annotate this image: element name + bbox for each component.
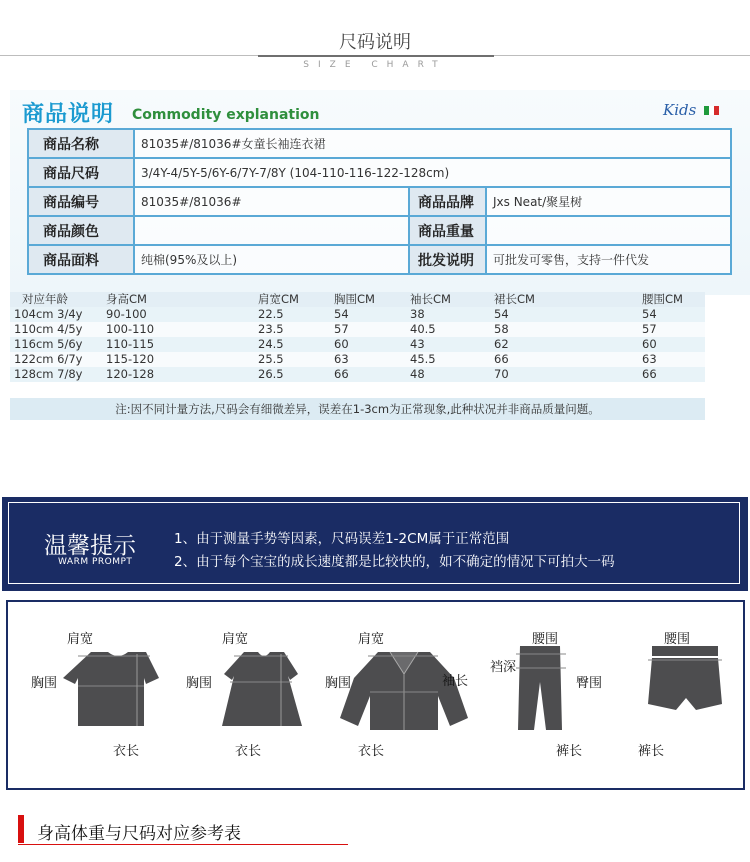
commodity-table: [27, 128, 732, 275]
warm-prompt-line-1: 1、由于测量手势等因素，尺码误差1-2CM属于正常范围: [174, 531, 510, 547]
size-cell: 128cm 7/8y: [10, 367, 102, 382]
pants-hip-label: 臀围: [576, 676, 603, 691]
dress-shoulder-label: 肩宽: [222, 632, 249, 647]
size-row: [10, 337, 705, 352]
size-cell: 116cm 5/6y: [10, 337, 102, 352]
warm-prompt-line-2: 2、由于每个宝宝的成长速度都是比较快的，如不确定的情况下可拍大一码: [174, 554, 615, 570]
size-cell: 66: [633, 367, 705, 382]
pants-length-label: 裤长: [556, 744, 583, 759]
size-cell: 104cm 3/4y: [10, 307, 102, 322]
value-product-size: 3/4Y-4/5Y-5/6Y-6/7Y-7/8Y (104-110-116-122-128cm): [134, 158, 731, 187]
size-cell: 45.5: [403, 352, 481, 367]
size-cell: 100-110: [102, 322, 250, 337]
size-header-cell: 肩宽CM: [250, 292, 328, 307]
dress-length-label: 衣长: [235, 744, 262, 759]
size-cell: 90-100: [102, 307, 250, 322]
size-header-cell: 对应年龄: [10, 292, 102, 307]
size-cell: 58: [481, 322, 633, 337]
tshirt-chest-label: 胸围: [31, 676, 58, 691]
size-header-row: [10, 292, 705, 307]
size-row: [10, 352, 705, 367]
label-fabric: 商品面料: [28, 245, 134, 274]
label-product-size: 商品尺码: [28, 158, 134, 187]
size-header-cell: 裙长CM: [481, 292, 633, 307]
warm-prompt-title: 温馨提示: [44, 533, 136, 559]
size-row: [10, 307, 705, 322]
size-table: [10, 292, 705, 382]
kids-logo: Kids: [663, 101, 697, 119]
tshirt-icon: [63, 652, 159, 726]
size-cell: 70: [481, 367, 633, 382]
size-cell: 60: [328, 337, 403, 352]
jacket-icon: [340, 652, 468, 730]
value-product-code: 81035#/81036#: [134, 187, 409, 216]
value-brand: Jxs Neat/聚星树: [486, 187, 731, 216]
shorts-waist-label: 腰围: [664, 632, 691, 647]
value-wholesale: 可批发可零售，支持一件代发: [486, 245, 731, 274]
size-cell: 43: [403, 337, 481, 352]
size-cell: 63: [328, 352, 403, 367]
page-subtitle: SIZE CHART: [303, 60, 447, 70]
section-heading: 身高体重与尺码对应参考表: [37, 824, 241, 844]
size-header-cell: 胸围CM: [328, 292, 403, 307]
size-header-cell: 腰围CM: [633, 292, 705, 307]
shorts-icon: [648, 646, 722, 710]
dress-icon: [222, 652, 302, 726]
pants-icon: [516, 646, 566, 730]
size-cell: 63: [633, 352, 705, 367]
size-cell: 57: [633, 322, 705, 337]
table-row: [28, 129, 731, 158]
size-header-cell: 身高CM: [102, 292, 250, 307]
warm-prompt-subtitle: WARM PROMPT: [58, 557, 133, 567]
size-cell: 62: [481, 337, 633, 352]
table-row: [28, 245, 731, 274]
value-product-name: 81035#/81036#女童长袖连衣裙: [134, 129, 731, 158]
commodity-heading-cn: 商品说明: [22, 102, 115, 127]
title-underline: [258, 55, 494, 57]
size-row: [10, 367, 705, 382]
size-cell: 122cm 6/7y: [10, 352, 102, 367]
page-title: 尺码说明: [339, 32, 411, 53]
label-product-code: 商品编号: [28, 187, 134, 216]
size-row: [10, 322, 705, 337]
size-cell: 110cm 4/5y: [10, 322, 102, 337]
table-row: [28, 187, 731, 216]
size-cell: 66: [481, 352, 633, 367]
value-weight: [486, 216, 731, 245]
table-row: [28, 158, 731, 187]
table-row: [28, 216, 731, 245]
size-header-cell: 袖长CM: [403, 292, 481, 307]
pants-crotch-label: 裆深: [490, 660, 517, 675]
label-weight: 商品重量: [409, 216, 486, 245]
label-color: 商品颜色: [28, 216, 134, 245]
jacket-shoulder-label: 肩宽: [358, 632, 385, 647]
label-brand: 商品品牌: [409, 187, 486, 216]
jacket-chest-label: 胸围: [325, 676, 352, 691]
jacket-length-label: 衣长: [358, 744, 385, 759]
value-color: [134, 216, 409, 245]
italy-flag-icon: [704, 106, 719, 115]
size-cell: 38: [403, 307, 481, 322]
size-cell: 54: [328, 307, 403, 322]
pants-waist-label: 腰围: [532, 632, 559, 647]
size-cell: 26.5: [250, 367, 328, 382]
size-cell: 40.5: [403, 322, 481, 337]
label-wholesale: 批发说明: [409, 245, 486, 274]
jacket-sleeve-label: 袖长: [442, 674, 469, 689]
size-table-wrap: [10, 292, 705, 382]
size-cell: 54: [633, 307, 705, 322]
tshirt-length-label: 衣长: [113, 744, 140, 759]
size-cell: 22.5: [250, 307, 328, 322]
label-product-name: 商品名称: [28, 129, 134, 158]
dress-chest-label: 胸围: [186, 676, 213, 691]
size-cell: 115-120: [102, 352, 250, 367]
size-cell: 25.5: [250, 352, 328, 367]
size-cell: 120-128: [102, 367, 250, 382]
value-fabric: 纯棉(95%及以上): [134, 245, 409, 274]
size-cell: 66: [328, 367, 403, 382]
size-cell: 60: [633, 337, 705, 352]
tshirt-shoulder-label: 肩宽: [67, 632, 94, 647]
commodity-heading-en: Commodity explanation: [132, 107, 320, 123]
section-accent-bar: [18, 815, 24, 843]
size-cell: 23.5: [250, 322, 328, 337]
size-cell: 57: [328, 322, 403, 337]
size-cell: 110-115: [102, 337, 250, 352]
section-underline: [18, 844, 348, 845]
shorts-length-label: 裤长: [638, 744, 665, 759]
size-cell: 24.5: [250, 337, 328, 352]
size-cell: 54: [481, 307, 633, 322]
size-cell: 48: [403, 367, 481, 382]
size-note: 注:因不同计量方法,尺码会有细微差异，误差在1-3cm为正常现象,此种状况并非商品质量问题。: [10, 398, 705, 420]
